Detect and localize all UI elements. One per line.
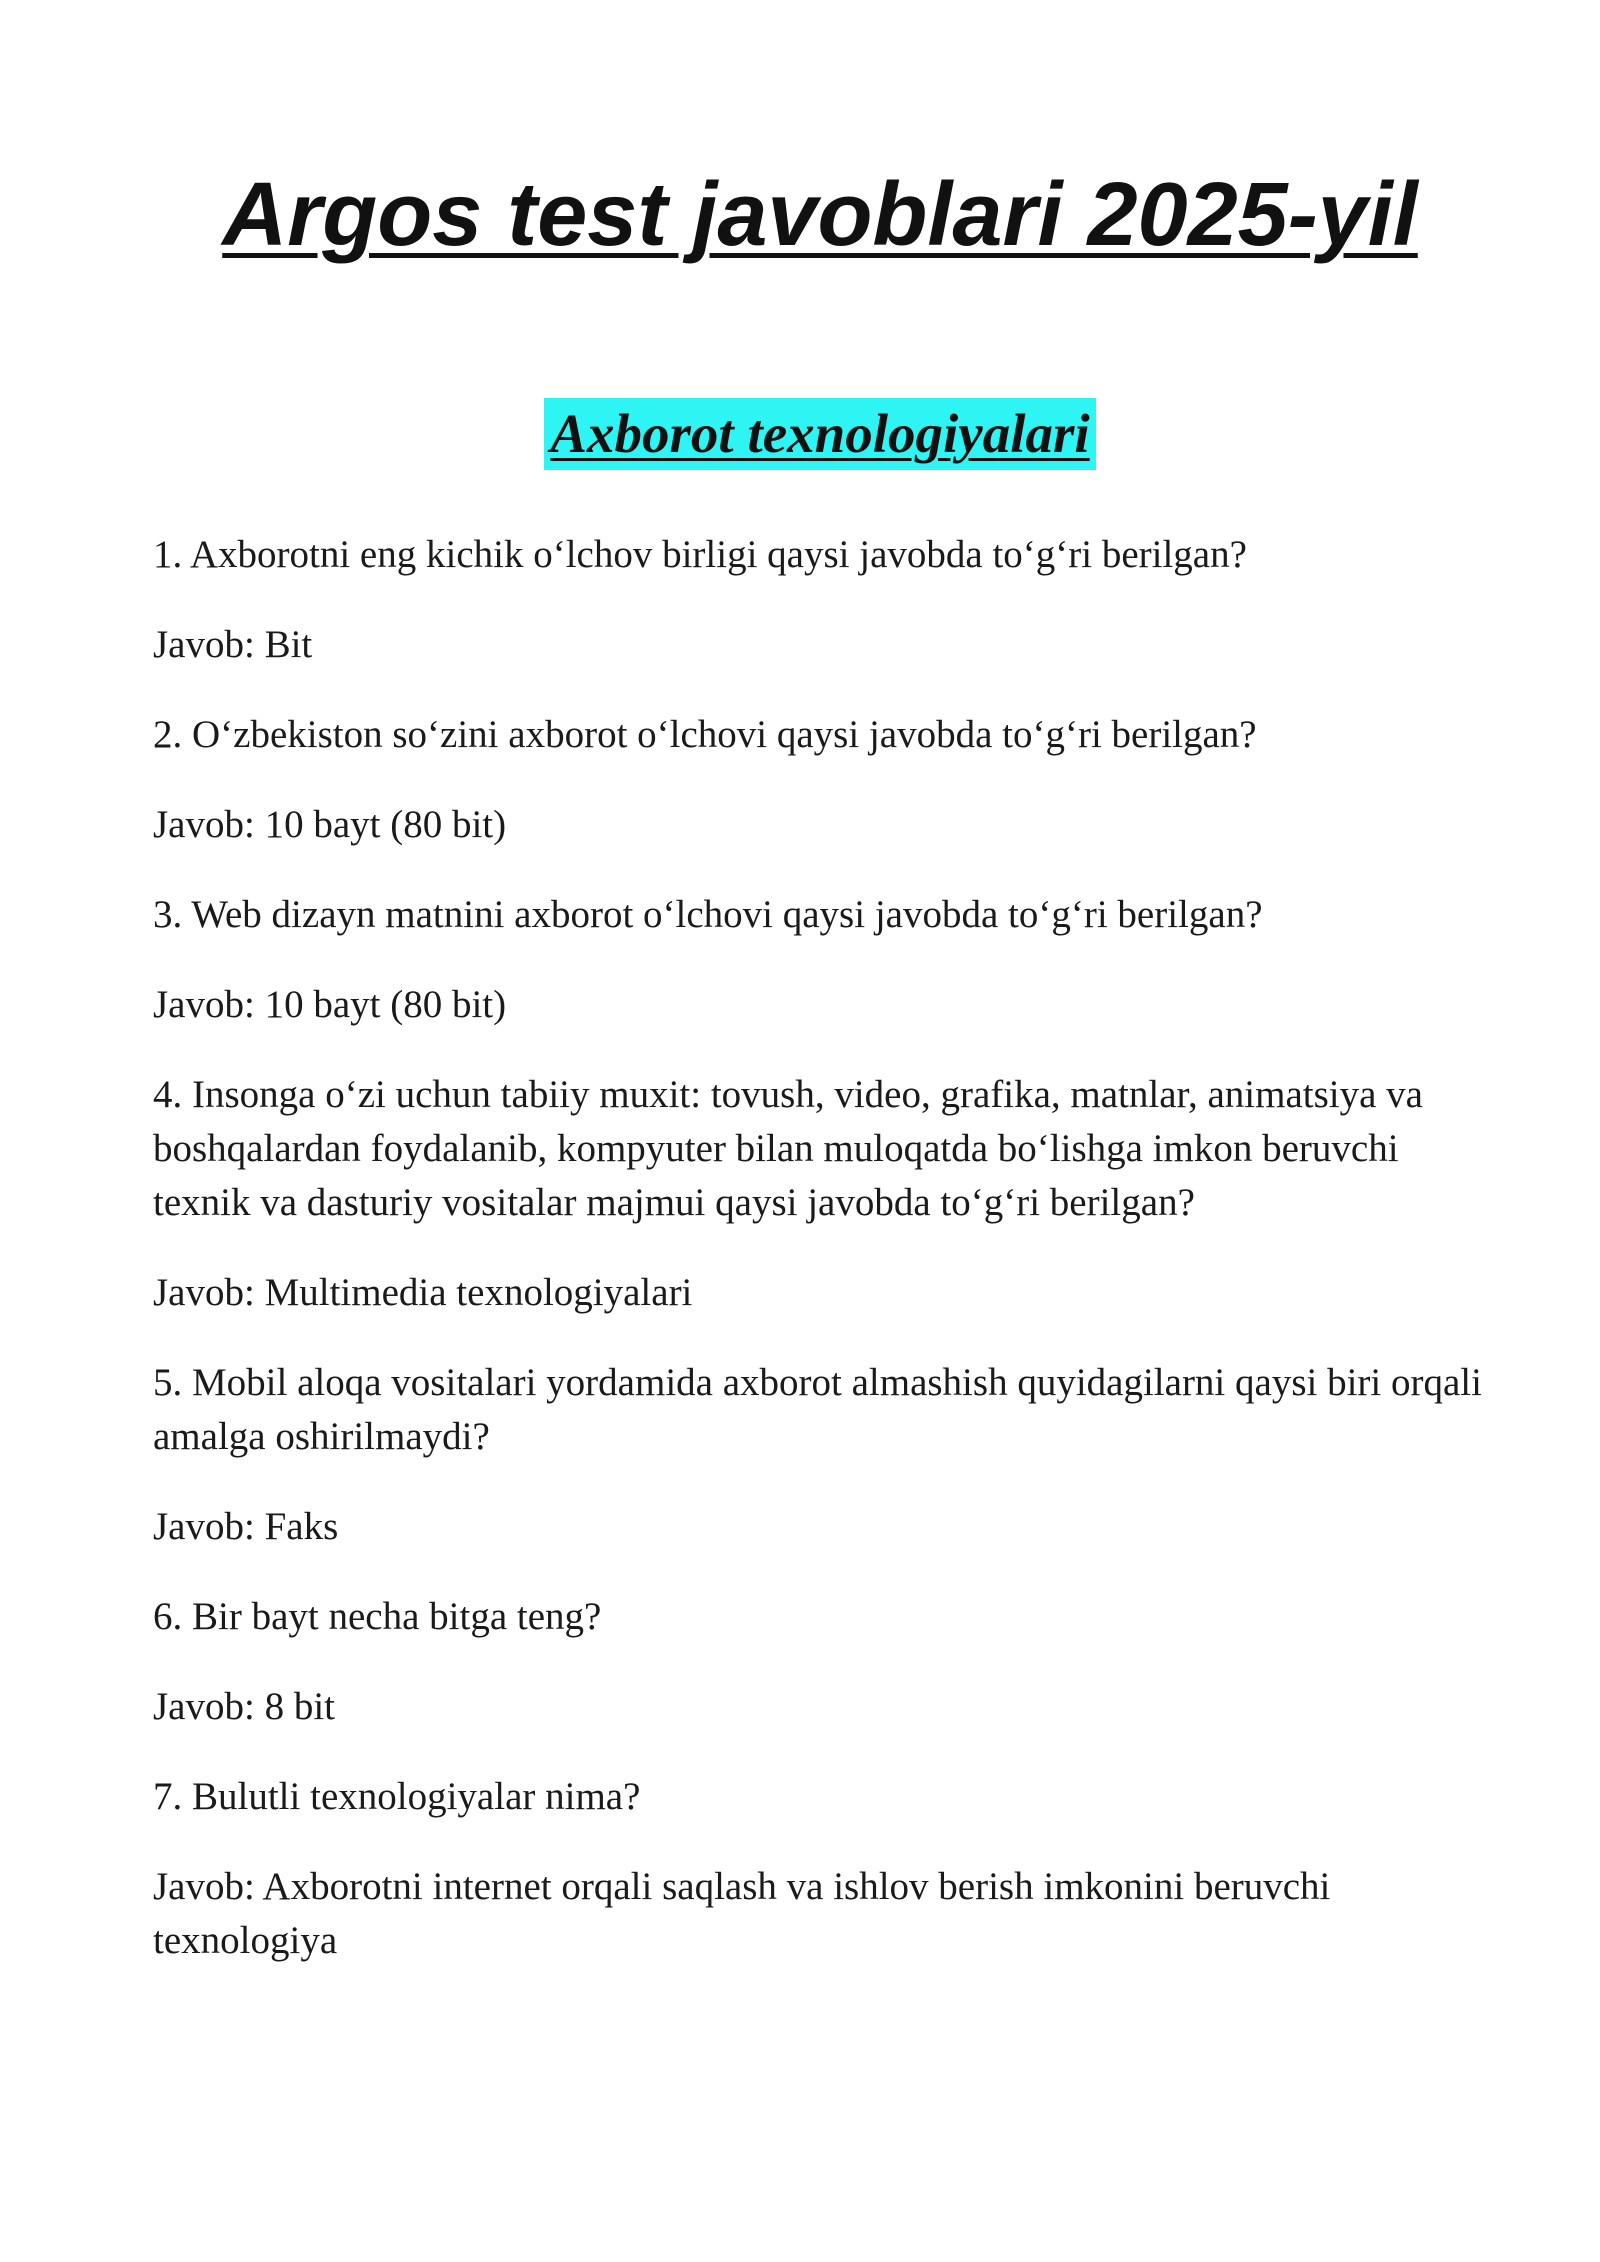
qa-item (153, 1068, 1483, 1320)
qa-item (153, 1590, 1483, 1734)
question-text: 1. Axborotni eng kichik o‘lchov birligi qaysi javobda to‘g‘ri berilgan? (153, 533, 1247, 576)
answer-text: Javob: Bit (153, 623, 313, 666)
qa-list (153, 528, 1483, 2004)
document-title (0, 160, 1600, 270)
question-text: 5. Mobil aloqa vositalari yordamida axborot almashish quyidagilarni qaysi biri orqali amalga oshirilmaydi? (153, 1361, 1482, 1458)
section-heading-wrapper (0, 398, 1600, 470)
answer-text: Javob: Axborotni internet orqali saqlash va ishlov berish imkonini beruvchi texnologiya (153, 1865, 1331, 1962)
answer-text: Javob: Faks (153, 1505, 339, 1548)
qa-item (153, 528, 1483, 672)
question-text: 3. Web dizayn matnini axborot o‘lchovi qaysi javobda to‘g‘ri berilgan? (153, 893, 1263, 936)
question-text: 6. Bir bayt necha bitga teng? (153, 1595, 602, 1638)
answer-text: Javob: 10 bayt (80 bit) (153, 803, 507, 846)
answer-text: Javob: 10 bayt (80 bit) (153, 983, 507, 1026)
qa-item (153, 888, 1483, 1032)
section-heading: Axborot texnologiyalari (544, 398, 1095, 470)
answer-text: Javob: Multimedia texnologiyalari (153, 1271, 693, 1314)
question-text: 7. Bulutli texnologiyalar nima? (153, 1775, 641, 1818)
question-text: 2. O‘zbekiston so‘zini axborot o‘lchovi qaysi javobda to‘g‘ri berilgan? (153, 713, 1257, 756)
document-title-text: Argos test javoblari 2025-yil (222, 165, 1418, 265)
qa-item (153, 1356, 1483, 1554)
question-text: 4. Insonga o‘zi uchun tabiiy muxit: tovush, video, grafika, matnlar, animatsiya va boshqalardan foydalanib, kompyuter bilan muloqatda bo‘lishga imkon beruvchi texnik va dasturiy vositalar majmui qaysi javobda to‘g‘ri berilgan? (153, 1073, 1423, 1224)
answer-text: Javob: 8 bit (153, 1685, 335, 1728)
qa-item (153, 708, 1483, 852)
qa-item (153, 1770, 1483, 1968)
